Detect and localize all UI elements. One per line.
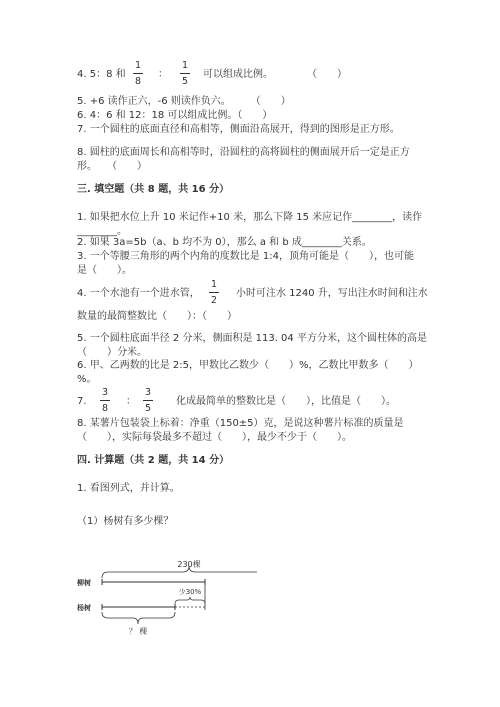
- q4-frac2-numerator: 1: [181, 60, 189, 71]
- fill-7-frac2-denominator: 5: [144, 403, 152, 414]
- calc-1-subquestion: （1）杨树有多少棵？: [77, 516, 174, 527]
- q4-frac1-numerator: 1: [134, 60, 142, 71]
- calc-1: 1. 看图列式，并计算。: [77, 483, 180, 494]
- fill-7-fraction-1: [98, 387, 112, 414]
- row-2-label: 杨树: [77, 604, 91, 612]
- fill-5-line-1: 5. 一个圆柱底面半径 2 分米，侧面积是 113. 04 平方分米，这个圆柱体的高是: [77, 333, 427, 344]
- line-segment-diagram: [77, 558, 257, 638]
- fill-6-line-2: %。: [77, 374, 97, 385]
- q4-frac2-denominator: 5: [181, 76, 189, 87]
- fill-8-line-2: （ ），实际每袋最多不超过（ ），最少不少于（ ）。: [77, 432, 352, 443]
- bottom-brace: [102, 612, 175, 624]
- fill-7-suffix: 化成最简单的整数比是（ ），比值是（ ）。: [176, 396, 396, 407]
- less-brace: [175, 597, 205, 604]
- question-5: 5. +6 读作正六，-6 则读作负六。 （ ）: [77, 96, 291, 107]
- fill-1-line-1: 1. 如果把水位上升 10 米记作+10 米，那么下降 15 米应记作________，读作: [77, 212, 423, 223]
- fill-7-frac1-denominator: 8: [101, 403, 109, 414]
- fill-4-fraction: [207, 279, 221, 306]
- fill-5-line-2: （ ）分米。: [77, 347, 147, 358]
- bottom-label: ？ 棵: [128, 627, 148, 636]
- q4-colon: ：: [158, 69, 168, 80]
- fill-7-frac1-numerator: 3: [101, 387, 109, 398]
- fill-4-suffix: 小时可注水 1240 升，写出注水时间和注水: [236, 288, 428, 299]
- q4-answer-bracket: （ ）: [307, 69, 347, 80]
- top-label: 230棵: [177, 560, 201, 569]
- fill-3-line-2: 是（ ）。: [77, 265, 132, 276]
- question-8-line-1: 8. 圆柱的底面周长和高相等时，沿圆柱的高将圆柱的侧面展开后一定是正方: [77, 147, 410, 158]
- q4-prefix: 4. 5：8 和: [77, 69, 126, 80]
- fill-6-line-1: 6. 甲、乙两数的比是 2:5，甲数比乙数少（ ）%，乙数比甲数多（ ）: [77, 360, 419, 371]
- fill-8-line-1: 8. 某薯片包装袋上标着：净重（150±5）克，是说这种薯片标准的质量是: [77, 418, 404, 429]
- question-7: 7. 一个圆柱的底面直径和高相等，侧面沿高展开，得到的图形是正方形。: [77, 124, 400, 135]
- row-1-label: 柳树: [77, 579, 91, 587]
- q4-fraction-2: [178, 60, 192, 87]
- fill-7-prefix: 7.: [77, 396, 87, 407]
- question-8-line-2: 形。 （ ）: [77, 161, 147, 172]
- less-label: 少30%: [178, 588, 202, 596]
- fill-4-line-2: 数量的最简整数比（ ）：（ ）: [77, 311, 237, 322]
- fill-7-colon: ：: [126, 396, 136, 407]
- fill-4-numerator: 1: [210, 279, 218, 290]
- q4-fraction-1: [131, 60, 145, 87]
- q4-suffix: 可以组成比例。: [203, 69, 273, 80]
- fill-3-line-1: 3. 一个等腰三角形的两个内角的度数比是 1:4，顶角可能是（ ），也可能: [77, 251, 414, 262]
- fill-7-frac2-numerator: 3: [144, 387, 152, 398]
- q4-frac1-denominator: 8: [134, 76, 142, 87]
- section-4-heading: 四. 计算题（共 2 题，共 14 分）: [77, 455, 230, 466]
- fill-4-denominator: 2: [210, 295, 218, 306]
- section-3-heading: 三. 填空题（共 8 题，共 16 分）: [77, 184, 230, 195]
- fill-7-fraction-2: [141, 387, 155, 414]
- fill-2: 2. 如果 3a=5b（a、b 均不为 0），那么 a 和 b 成________关系。: [77, 237, 372, 248]
- fill-1-line-2: ________。: [77, 226, 127, 237]
- question-6: 6. 4：6 和 12：18 可以组成比例。（ ）: [77, 110, 273, 121]
- fill-4-prefix: 4. 一个水池有一个进水管，: [77, 288, 200, 299]
